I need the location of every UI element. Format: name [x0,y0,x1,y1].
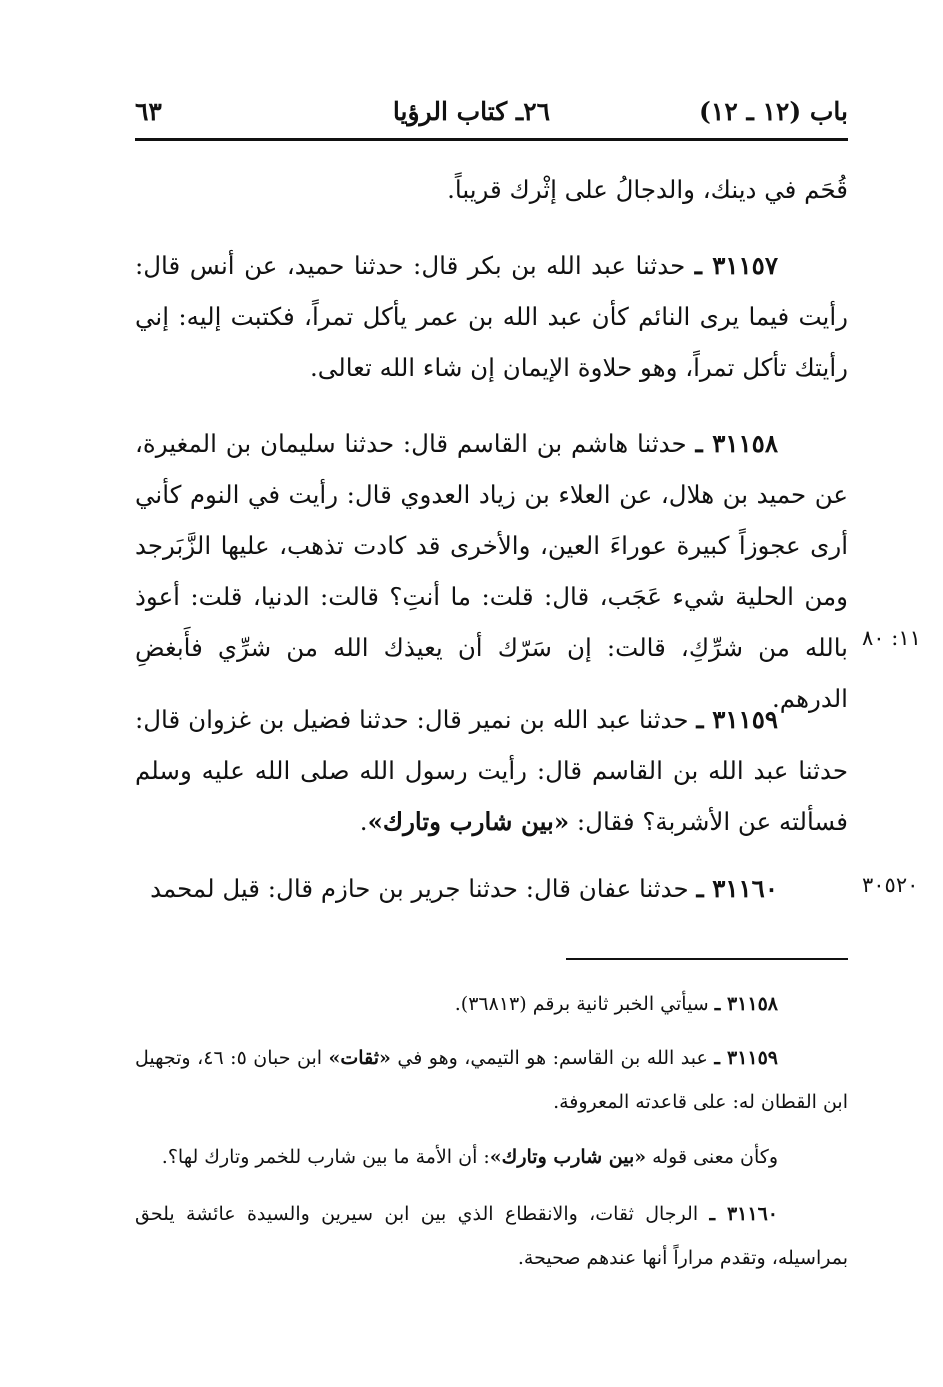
chapter-heading: باب (١٢ ـ ١٢) [699,97,848,126]
hadith-text: حدثنا عبد الله بن نمير قال: حدثنا فضيل بن غزوان قال: حدثنا عبد الله بن القاسم قال: رأيت رسول الله صلى الله عليه وسلم فسألته عن الأشربة؟ فقال: [135,705,848,836]
footnote-number: ٣١١٥٩ ـ [714,1047,779,1069]
footnote-31158 [135,982,848,1026]
hadith-number: ٣١١٥٨ ـ [695,429,778,458]
hadith-text: حدثنا هاشم بن القاسم قال: حدثنا سليمان بن المغيرة، عن حميد بن هلال، عن العلاء بن زياد العدوي قال: رأيت في النوم كأني أرى عجوزاً كبيرة عوراءَ العين، والأخرى قد كادت تذهب، عليها الزَّبَرجد ومن الحلية شيء عَجَب، قال: قلت: ما أنتِ؟ قالت: الدنيا، قلت: أعوذ بالله من شرِّكِ، قالت: إن سَرّك أن يعيذك الله من شرِّي فأَبغضِ الدرهم. [135,429,848,713]
hadith-text: حدثنا عفان قال: حدثنا جرير بن حازم قال: قيل لمحمد [150,874,689,903]
continuation-text: قُحَم في دينك، والدجالُ على إثْرك قريباً. [447,175,848,204]
hadith-number: ٣١١٥٧ ـ [694,251,778,280]
footnote-bold: «ثقات» [328,1047,391,1069]
margin-reference-volume: ١١: ٨٠ [862,626,921,650]
hadith-31158 [135,418,848,724]
footnote-text: عبد الله بن القاسم: هو التيمي، وهو في [390,1047,708,1069]
footnote-text-end: : أن الأمة ما بين شارب للخمر وتارك لها؟. [161,1146,490,1168]
continuation-paragraph [135,164,848,215]
page-number: ٦٣ [135,97,162,126]
hadith-text-end: . [359,807,368,836]
margin-reference-number: ٣٠٥٢٠ [862,873,919,897]
footnote-text: وكأن معنى قوله [646,1146,778,1168]
footnote-rule [566,958,848,960]
footnote-text: سيأتي الخبر ثانية برقم (٣٦٨١٣). [454,993,709,1015]
footnote-31159 [135,1036,848,1124]
hadith-number: ٣١١٥٩ ـ [696,705,779,734]
footnote-bold: «بين شارب وتارك» [489,1146,647,1168]
hadith-31157 [135,240,848,393]
footnote-text-end: ابن حبان ٥: ٤٦، وتجهيل ابن القطان له: على قاعدته المعروفة. [135,1047,848,1113]
footnote-number: ٣١١٥٨ ـ [714,993,778,1015]
book-title: ٢٦ـ كتاب الرؤيا [392,97,551,126]
header-rule [135,138,848,141]
footnote-number: ٣١١٦٠ ـ [709,1203,778,1225]
footnote-31160 [135,1192,848,1280]
hadith-31159 [135,694,848,847]
hadith-number: ٣١١٦٠ ـ [696,874,778,903]
footnote-text: الرجال ثقات، والانقطاع الذي بين ابن سيرين والسيدة عائشة يلحق بمراسيله، وتقدم مراراً أنها عندهم صحيحة. [135,1203,848,1269]
hadith-quote: «بين شارب وتارك» [367,807,570,836]
hadith-text: حدثنا عبد الله بن بكر قال: حدثنا حميد، عن أنس قال: رأيت فيما يرى النائم كأن عبد الله بن عمر يأكل تمراً، فكتبت إليه: إني رأيتك تأكل تمراً، وهو حلاوة الإيمان إن شاء الله تعالى. [135,251,848,382]
footnote-31159-note [135,1135,848,1179]
hadith-31160 [135,863,848,914]
